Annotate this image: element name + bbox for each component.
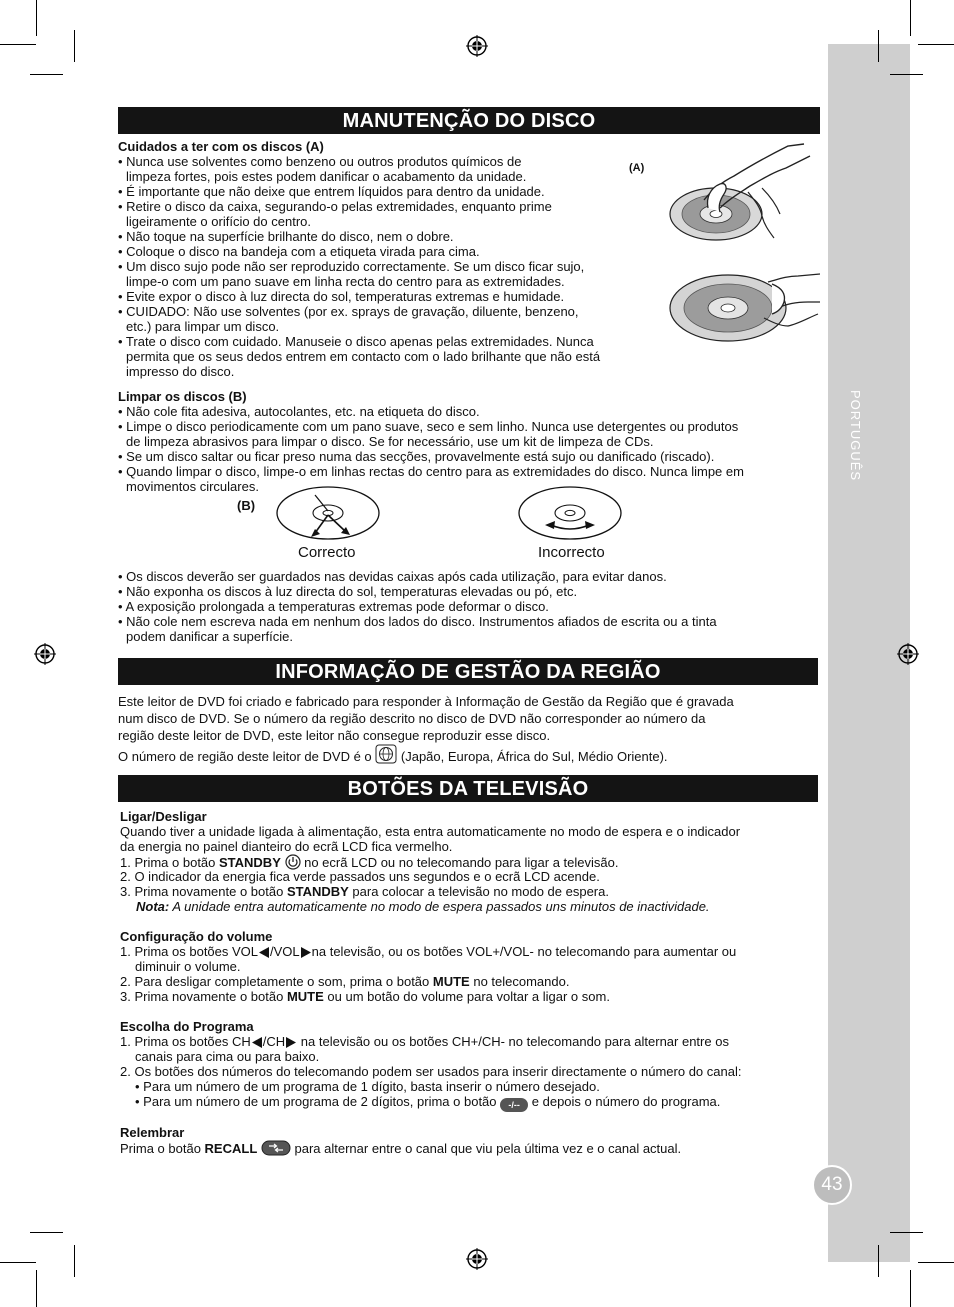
figure-a-label: (A) [629, 162, 645, 174]
note-text: A unidade entra automaticamente no modo de espera passados uns minutos de inactividade. [169, 899, 710, 914]
program-step-1-cont: canais para cima ou para baixo. [135, 1049, 320, 1064]
recall-line [120, 1140, 681, 1156]
program-step-1-text-mid: /CH [262, 1034, 286, 1049]
region-line: região deste leitor de DVD, este leitor não consegue reproduzir esse disco. [118, 728, 551, 743]
care-line: permita que os seus dedos entrem em contacto com o lado brilhante que não está [126, 349, 601, 364]
incorrect-label: Incorrecto [538, 544, 605, 561]
power-intro-line: da energia no painel dianteiro do ecrã LCD fica vermelho. [120, 839, 453, 854]
triangle-right-icon [285, 1036, 297, 1049]
volume-step-1-cont: diminuir o volume. [135, 959, 241, 974]
section-title-tv-buttons: BOTÕES DA TELEVISÃO [118, 775, 818, 802]
volume-step-3-text: 3. Prima novamente o botão [120, 989, 287, 1004]
region-paragraph [118, 693, 734, 765]
region-number-prefix: O número de região deste leitor de DVD é o [118, 749, 372, 764]
program-step-1-text-end: na televisão ou os botões CH+/CH- no telecomando para alternar entre os [297, 1034, 729, 1049]
storage-line: • A exposição prolongada a temperaturas extremas pode deformar o disco. [118, 599, 549, 614]
region-number-suffix: (Japão, Europa, África do Sul, Médio Oriente). [400, 749, 668, 764]
standby-power-icon [285, 854, 301, 870]
registration-mark-top [466, 35, 488, 57]
figure-b-label: (B) [237, 498, 256, 513]
volume-step-1-text-mid: /VOL [270, 944, 300, 959]
care-line: • Evite expor o disco à luz directa do sol, temperaturas extremas e humidade. [118, 289, 565, 304]
program-bullet-1: • Para um número de um programa de 1 dígito, basta inserir o número desejado. [135, 1079, 600, 1094]
clean-list [118, 404, 744, 494]
power-intro-line: Quando tiver a unidade ligada à alimentação, esta entra automaticamente no modo de espera e o indicador [120, 824, 741, 839]
section-title-region-management: INFORMAÇÃO DE GESTÃO DA REGIÃO [118, 658, 818, 685]
registration-mark-left [34, 643, 56, 665]
care-line: impresso do disco. [126, 364, 235, 379]
program-step-1-text: 1. Prima os botões CH [120, 1034, 251, 1049]
power-heading: Ligar/Desligar [120, 809, 207, 824]
incorrect-wiping-disc-icon [517, 485, 623, 541]
triangle-right-icon [300, 946, 312, 959]
page-number: 43 [812, 1165, 852, 1205]
mute-key-label: MUTE [286, 989, 324, 1004]
recall-text: Prima o botão [120, 1141, 205, 1156]
volume-step-3 [120, 989, 610, 1004]
digit-key-icon: -/-- [500, 1098, 528, 1112]
region-2-globe-icon [375, 744, 397, 764]
side-language-label: PORTUGUÊS [848, 390, 863, 482]
power-step-2: 2. O indicador da energia fica verde passados uns segundos e o ecrã LCD acende. [120, 869, 600, 884]
power-step-3-text: 3. Prima novamente o botão [120, 884, 287, 899]
clean-heading: Limpar os discos (B) [118, 389, 247, 404]
note-label: Nota: [136, 899, 170, 914]
clean-line: movimentos circulares. [126, 479, 259, 494]
care-line: • Não toque na superfície brilhante do disco, nem o dobre. [118, 229, 454, 244]
clean-line: de limpeza abrasivos para limpar o disco. Se for necessário, use um kit de limpeza de CDs. [126, 434, 654, 449]
care-line: etc.) para limpar um disco. [126, 319, 280, 334]
program-step-2: 2. Os botões dos números do telecomando podem ser usados para inserir directamente o número do canal: [120, 1064, 742, 1079]
registration-mark-bottom [466, 1248, 488, 1270]
hand-holding-disc-illustration [664, 142, 820, 250]
clean-line: • Não cole fita adesiva, autocolantes, etc. na etiqueta do disco. [118, 404, 480, 419]
recall-text-end: para alternar entre o canal que viu pela última vez e o canal actual. [290, 1141, 682, 1156]
storage-line: • Não exponha os discos à luz directa do sol, temperaturas elevadas ou pó, etc. [118, 584, 578, 599]
section-title-disc-maintenance: MANUTENÇÃO DO DISCO [118, 107, 820, 134]
triangle-left-icon [258, 946, 270, 959]
region-line: num disco de DVD. Se o número da região descrito no disco de DVD não corresponder ao número da [118, 711, 706, 726]
care-line: ligeiramente o orifício do centro. [126, 214, 311, 229]
program-bullet-2 [135, 1094, 720, 1112]
program-bullet-2-text: • Para um número de um programa de 2 dígitos, prima o botão [135, 1094, 497, 1109]
care-heading: Cuidados a ter com os discos (A) [118, 139, 324, 154]
recall-key-icon [261, 1140, 291, 1156]
volume-step-1-text: 1. Prima os botões VOL [120, 944, 259, 959]
care-line: limpe-o com um pano suave em linha recta do centro para as extremidades. [126, 274, 565, 289]
power-step-3 [120, 884, 609, 899]
storage-line: • Não cole nem escreva nada em nenhum dos lados do disco. Instrumentos afiados de escrita ou a tinta [118, 614, 717, 629]
correct-wiping-disc-icon [275, 485, 381, 541]
volume-step-2-text: 2. Para desligar completamente o som, prima o botão [120, 974, 433, 989]
care-list [118, 154, 600, 379]
volume-step-1-text-end: na televisão, ou os botões VOL+/VOL- no telecomando para aumentar ou [311, 944, 737, 959]
clean-line: • Quando limpar o disco, limpe-o em linhas rectas do centro para as extremidades do disco. Nunca limpe em [118, 464, 744, 479]
power-note [136, 899, 710, 914]
power-step-1-text: 1. Prima o botão [120, 855, 219, 870]
volume-step-1 [120, 944, 736, 959]
storage-list [118, 569, 717, 644]
clean-line: • Limpe o disco periodicamente com um pano suave, seco e sem linho. Nunca use detergentes ou produtos [118, 419, 739, 434]
recall-heading: Relembrar [120, 1125, 185, 1140]
correct-label: Correcto [298, 544, 356, 561]
region-number-line [118, 744, 734, 765]
care-line: • CUIDADO: Não use solventes (por ex. sprays de gravação, diluente, benzeno, [118, 304, 579, 319]
program-bullet-2-text-end: e depois o número do programa. [528, 1094, 721, 1109]
hand-edge-disc-illustration [668, 262, 820, 348]
care-line: • Trate o disco com cuidado. Manuseie o disco apenas pelas extremidades. Nunca [118, 334, 594, 349]
registration-mark-right [897, 643, 919, 665]
volume-heading: Configuração do volume [120, 929, 273, 944]
care-line: • É importante que não deixe que entrem líquidos para dentro da unidade. [118, 184, 545, 199]
clean-line: • Se um disco saltar ou ficar preso numa das secções, provavelmente está sujo ou danificado (riscado). [118, 449, 715, 464]
triangle-left-icon [251, 1036, 263, 1049]
mute-key-label: MUTE [432, 974, 470, 989]
standby-key-label: STANDBY [286, 884, 349, 899]
volume-step-3-text-end: ou um botão do volume para voltar a ligar o som. [323, 989, 610, 1004]
care-line: • Retire o disco da caixa, segurando-o pelas extremidades, enquanto prime [118, 199, 552, 214]
program-step-1 [120, 1034, 729, 1049]
program-heading: Escolha do Programa [120, 1019, 254, 1034]
care-line: • Nunca use solventes como benzeno ou outros produtos químicos de [118, 154, 522, 169]
storage-line: • Os discos deverão ser guardados nas devidas caixas após cada utilização, para evitar danos. [118, 569, 667, 584]
volume-step-2-text-end: no telecomando. [469, 974, 570, 989]
region-line: Este leitor de DVD foi criado e fabricado para responder à Informação de Gestão da Região que é gravada [118, 694, 734, 709]
care-line: • Um disco sujo pode não ser reproduzido correctamente. Se um disco ficar sujo, [118, 259, 585, 274]
volume-step-2 [120, 974, 569, 989]
standby-key-label: STANDBY [219, 855, 281, 870]
care-line: limpeza fortes, pois estes podem danificar o acabamento da unidade. [126, 169, 527, 184]
power-step-1-text-end: no ecrã LCD ou no telecomando para ligar a televisão. [300, 855, 619, 870]
storage-line: podem danificar a superfície. [126, 629, 293, 644]
power-step-1 [120, 854, 618, 870]
recall-key-label: RECALL [204, 1141, 258, 1156]
power-step-3-text-end: para colocar a televisão no modo de espera. [348, 884, 609, 899]
care-line: • Coloque o disco na bandeja com a etiqueta virada para cima. [118, 244, 480, 259]
